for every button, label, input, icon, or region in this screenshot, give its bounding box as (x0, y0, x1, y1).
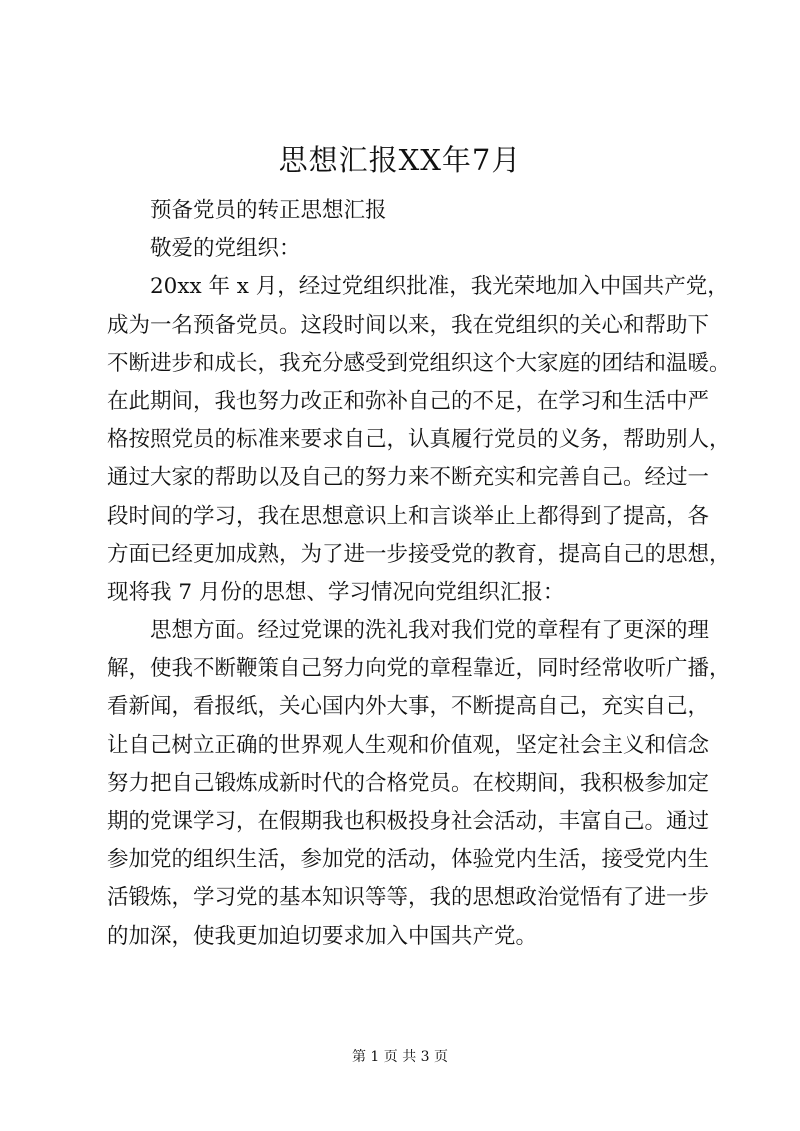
text-line: 通过大家的帮助以及自己的努力来不断充实和完善自己。经过一 (107, 465, 710, 491)
text-line: 努力把自己锻炼成新时代的合格党员。在校期间，我积极参加定 (107, 770, 710, 796)
text-line: 20xx 年 x 月，经过党组织批准，我光荣地加入中国共产党， (150, 274, 729, 300)
text-line: 参加党的组织生活，参加党的活动，体验党内生活，接受党内生 (107, 847, 710, 873)
text-line: 期的党课学习，在假期我也积极投身社会活动，丰富自己。通过 (107, 809, 710, 834)
page-footer: 第 1 页 共 3 页 (351, 1049, 449, 1065)
text-line: 看新闻，看报纸，关心国内外大事，不断提高自己，充实自己， (107, 694, 710, 720)
text-line: 活锻炼，学习党的基本知识等等，我的思想政治觉悟有了进一步 (107, 885, 710, 911)
text-line: 格按照党员的标准来要求自己，认真履行党员的义务，帮助别人， (107, 427, 731, 453)
text-line: 的加深，使我更加迫切要求加入中国共产党。 (107, 923, 538, 949)
text-line: 段时间的学习，我在思想意识上和言谈举止上都得到了提高，各 (107, 503, 710, 529)
text-line: 方面已经更加成熟，为了进一步接受党的教育，提高自己的思想， (107, 541, 731, 567)
document-title: 思想汇报XX年7月 (278, 143, 522, 177)
text-line: 不断进步和成长，我充分感受到党组织这个大家庭的团结和温暖。 (107, 350, 731, 376)
text-line: 思想方面。经过党课的洗礼我对我们党的章程有了更深的理 (150, 618, 710, 644)
text-line: 成为一名预备党员。这段时间以来，我在党组织的关心和帮助下 (107, 312, 710, 338)
text-line: 现将我 7 月份的思想、学习情况向党组织汇报： (107, 579, 565, 605)
document-body (107, 192, 731, 956)
text-line: 在此期间，我也努力改正和弥补自己的不足，在学习和生活中严 (107, 388, 710, 414)
text-line: 解，使我不断鞭策自己努力向党的章程靠近，同时经常收听广播， (107, 656, 731, 682)
text-line: 预备党员的转正思想汇报 (150, 198, 387, 223)
text-line: 让自己树立正确的世界观人生观和价值观，坚定社会主义和信念 (107, 732, 710, 758)
text-line: 敬爱的党组织： (150, 236, 301, 262)
